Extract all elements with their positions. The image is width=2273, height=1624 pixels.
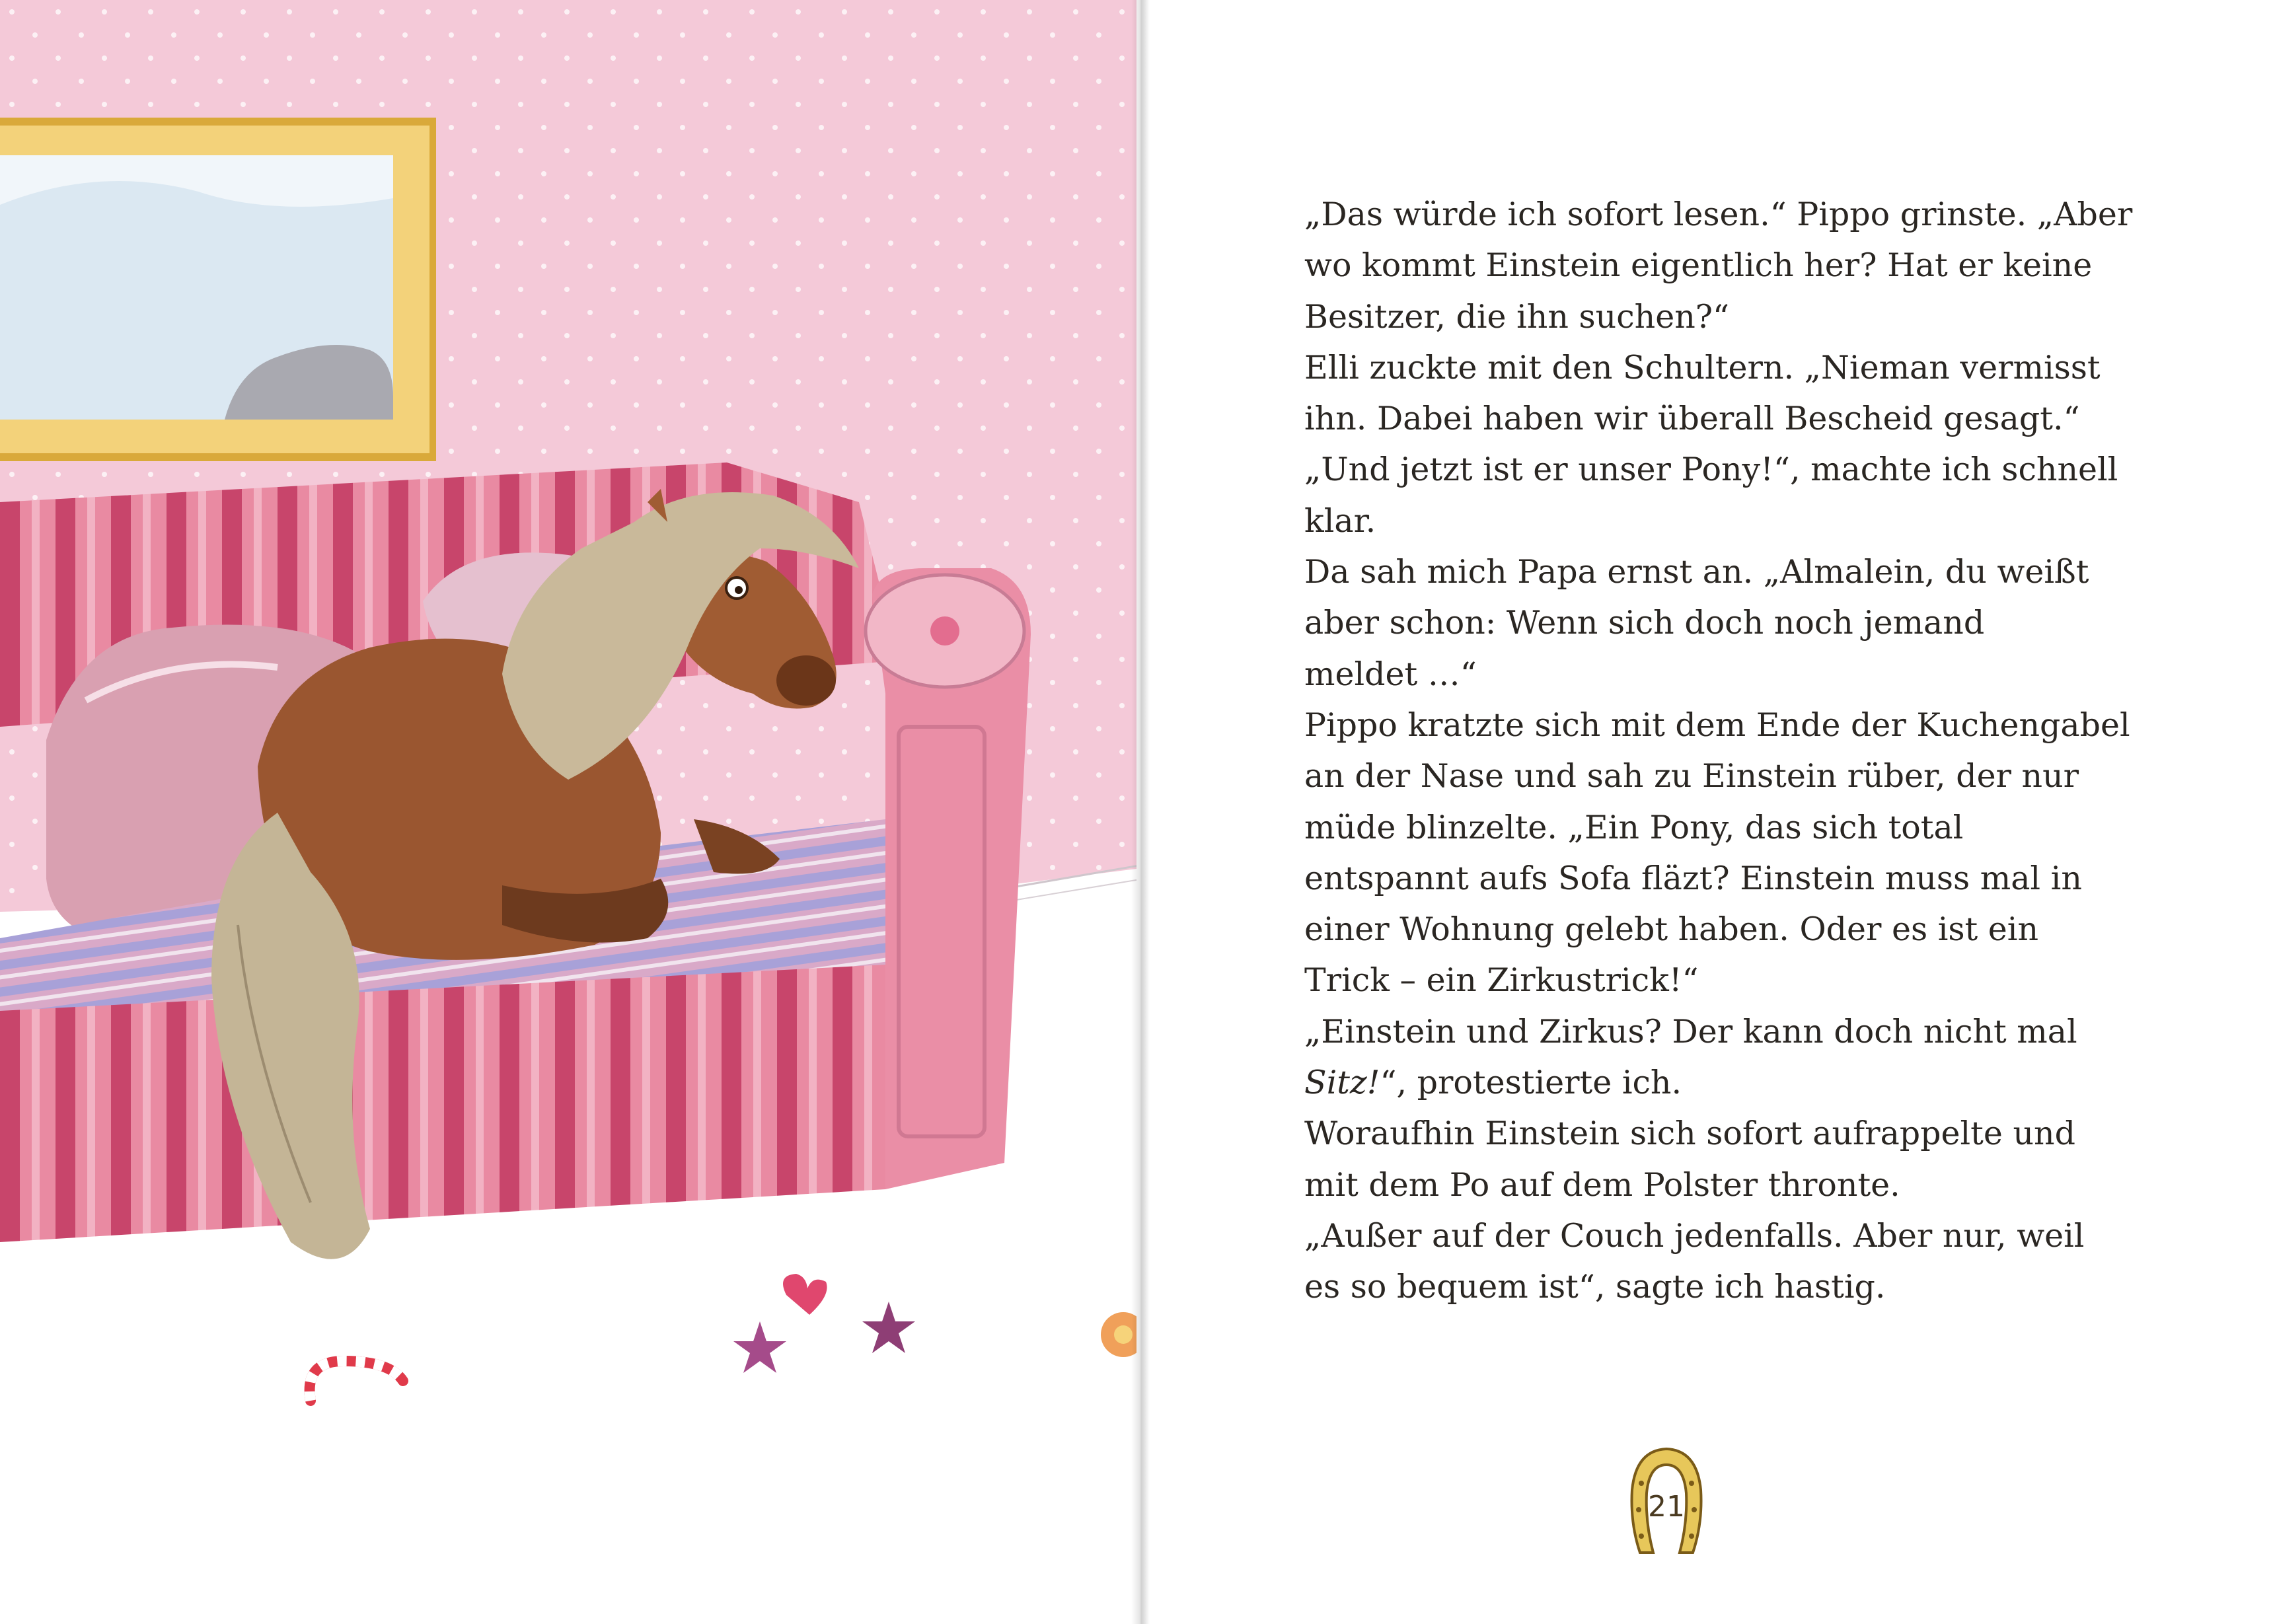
story-line: müde blinzelte. „Ein Pony, das sich total <box>1304 808 1964 846</box>
story-line: meldet …“ <box>1304 655 1477 693</box>
story-line-italic <box>1304 1057 2163 1108</box>
story-line: es so bequem ist“, sagte ich hastig. <box>1304 1268 1886 1306</box>
story-line: Trick – ein Zirkustrick!“ <box>1304 961 1699 1000</box>
story-line: „Das würde ich sofort lesen.“ Pippo grinste. „Aber <box>1304 196 2133 233</box>
picture-frame <box>0 118 436 461</box>
story-line: Woraufhin Einstein sich sofort aufrappelte und <box>1304 1115 2075 1153</box>
illustration <box>0 0 1136 1624</box>
story-line: klar. <box>1304 501 1376 540</box>
italic-word: Sitz! <box>1304 1064 1380 1102</box>
sofa-arm <box>866 568 1031 1189</box>
illustration-page <box>0 0 1136 1624</box>
story-line: an der Nase und sah zu Einstein rüber, der nur <box>1304 757 2079 795</box>
story-line: ihn. Dabei haben wir überall Bescheid gesagt.“ <box>1304 400 2080 438</box>
story-line: einer Wohnung gelebt haben. Oder es ist ein <box>1304 910 2039 949</box>
story-line: Da sah mich Papa ernst an. „Almalein, du weißt <box>1304 553 2089 591</box>
story-line: mit dem Po auf dem Polster thronte. <box>1304 1165 1900 1204</box>
story-line: „Einstein und Zirkus? Der kann doch nicht mal <box>1304 1012 2077 1051</box>
story-line: Pippo kratzte sich mit dem Ende der Kuchengabel <box>1304 706 2130 744</box>
story-line: Elli zuckte mit den Schultern. „Nieman vermisst <box>1304 348 2101 387</box>
story-text <box>1304 189 2163 1313</box>
story-line: aber schon: Wenn sich doch noch jemand <box>1304 604 1985 642</box>
story-line: „Und jetzt ist er unser Pony!“, machte ich schnell <box>1304 451 2118 489</box>
italic-line-rest: “, protestierte ich. <box>1380 1064 1682 1102</box>
story-line: wo kommt Einstein eigentlich her? Hat er keine <box>1304 246 2093 285</box>
story-line: „Außer auf der Couch jedenfalls. Aber nur, weil <box>1304 1216 2085 1255</box>
book-gutter <box>1131 0 1150 1624</box>
page-number-badge <box>1627 1444 1706 1563</box>
story-line: Besitzer, die ihn suchen?“ <box>1304 297 1730 336</box>
page-number: 21 <box>1648 1490 1685 1524</box>
text-page <box>1150 0 2273 1624</box>
story-line: entspannt aufs Sofa fläzt? Einstein muss mal in <box>1304 859 2082 897</box>
